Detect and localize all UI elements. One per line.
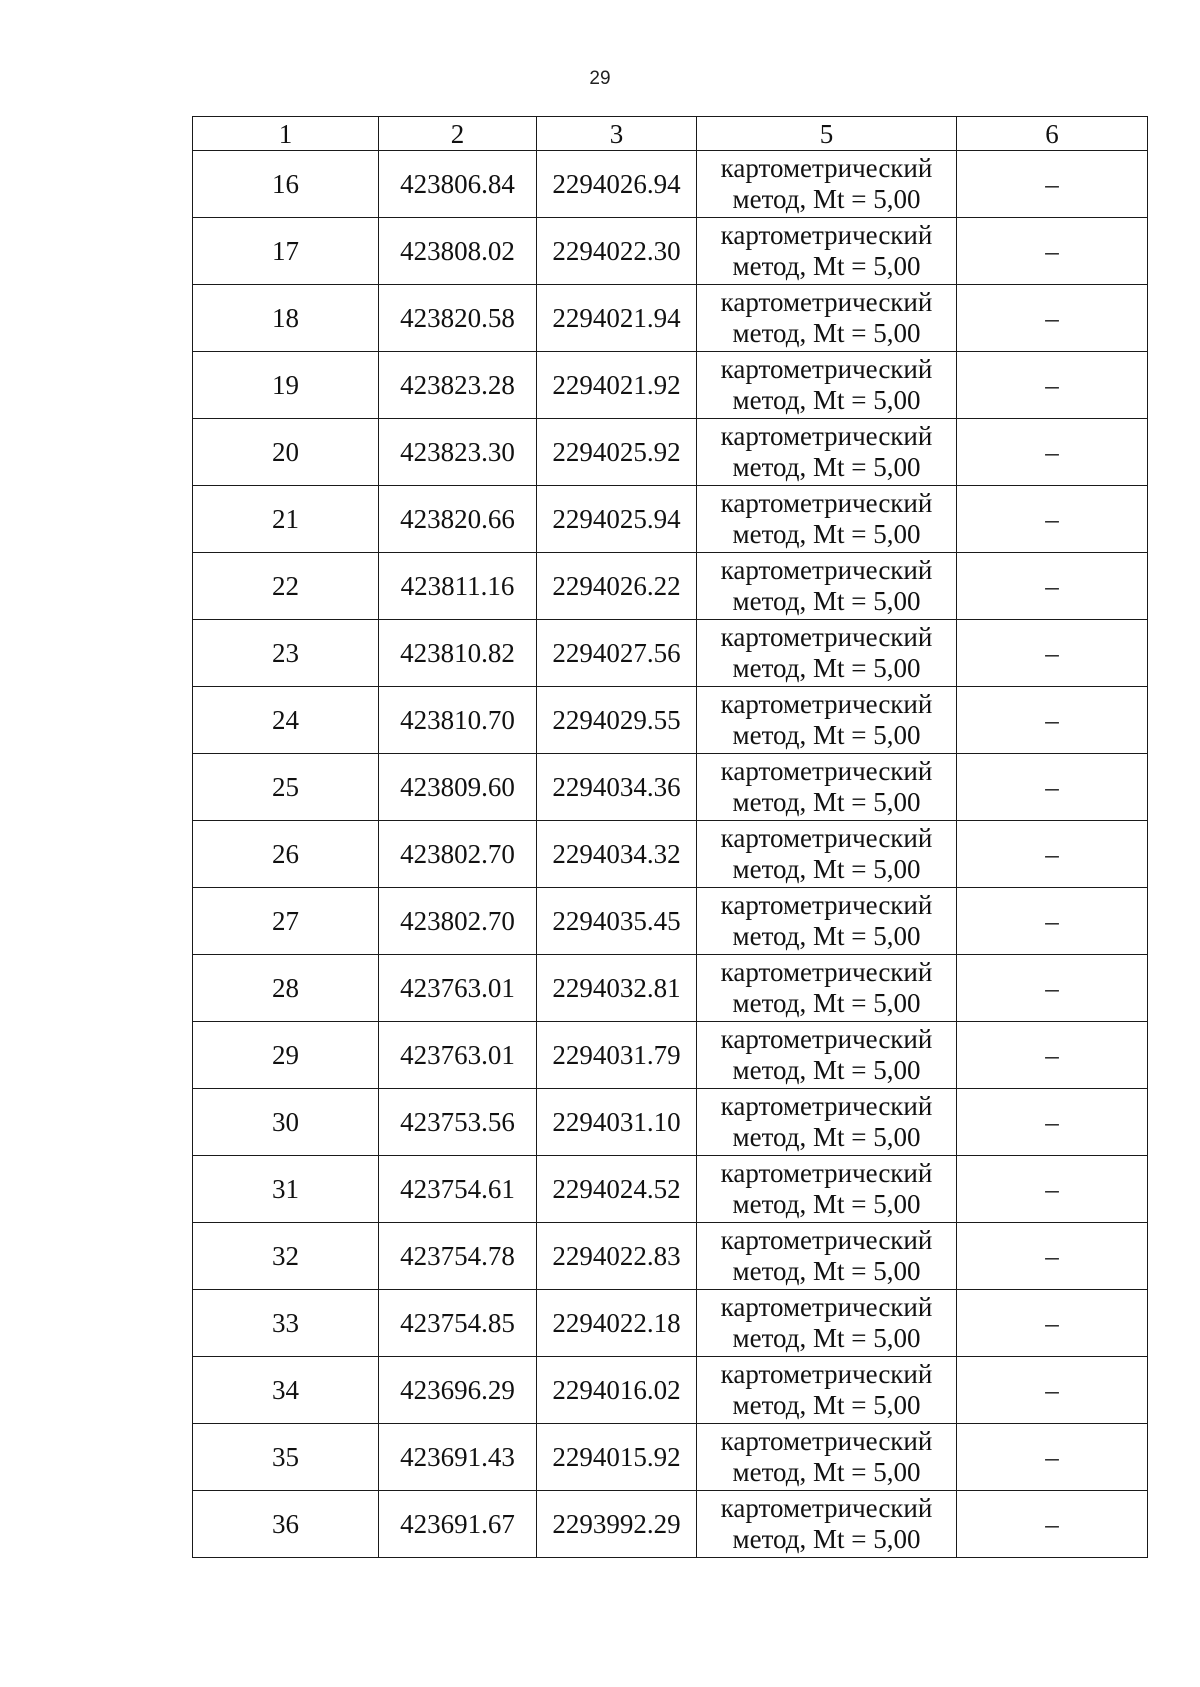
x-coordinate-cell: 423823.28: [379, 352, 537, 419]
method-line-1: картометрический: [720, 354, 933, 384]
x-coordinate-cell: 423753.56: [379, 1089, 537, 1156]
header-col-2: 2: [379, 117, 537, 151]
method-line-1: картометрический: [720, 890, 933, 920]
point-number-cell: 19: [193, 352, 379, 419]
remark-cell: –: [957, 888, 1148, 955]
x-coordinate-cell: 423754.85: [379, 1290, 537, 1357]
table-row: [193, 1089, 1148, 1156]
method-cell: [697, 352, 957, 419]
x-coordinate-cell: 423763.01: [379, 955, 537, 1022]
method-line-2: метод, Mt = 5,00: [732, 988, 921, 1018]
x-coordinate-cell: 423820.66: [379, 486, 537, 553]
y-coordinate-cell: 2294034.36: [537, 754, 697, 821]
point-number-cell: 26: [193, 821, 379, 888]
remark-cell: –: [957, 1223, 1148, 1290]
method-line-2: метод, Mt = 5,00: [732, 385, 921, 415]
table-row: [193, 151, 1148, 218]
y-coordinate-cell: 2294031.79: [537, 1022, 697, 1089]
method-line-2: метод, Mt = 5,00: [732, 1323, 921, 1353]
y-coordinate-cell: 2294024.52: [537, 1156, 697, 1223]
point-number-cell: 31: [193, 1156, 379, 1223]
method-line-2: метод, Mt = 5,00: [732, 318, 921, 348]
y-coordinate-cell: 2294026.22: [537, 553, 697, 620]
remark-cell: –: [957, 419, 1148, 486]
coordinates-table: [192, 116, 1148, 1558]
y-coordinate-cell: 2294021.92: [537, 352, 697, 419]
table-row: [193, 352, 1148, 419]
header-col-5: 5: [697, 117, 957, 151]
remark-cell: –: [957, 486, 1148, 553]
point-number-cell: 29: [193, 1022, 379, 1089]
y-coordinate-cell: 2294025.94: [537, 486, 697, 553]
x-coordinate-cell: 423810.82: [379, 620, 537, 687]
method-line-2: метод, Mt = 5,00: [732, 921, 921, 951]
point-number-cell: 35: [193, 1424, 379, 1491]
method-line-1: картометрический: [720, 957, 933, 987]
method-line-1: картометрический: [720, 421, 933, 451]
table-row: [193, 285, 1148, 352]
point-number-cell: 32: [193, 1223, 379, 1290]
y-coordinate-cell: 2294022.30: [537, 218, 697, 285]
point-number-cell: 34: [193, 1357, 379, 1424]
table-body: [193, 151, 1148, 1558]
remark-cell: –: [957, 1156, 1148, 1223]
y-coordinate-cell: 2294032.81: [537, 955, 697, 1022]
table-row: [193, 486, 1148, 553]
method-line-1: картометрический: [720, 823, 933, 853]
x-coordinate-cell: 423809.60: [379, 754, 537, 821]
y-coordinate-cell: 2293992.29: [537, 1491, 697, 1558]
method-cell: [697, 888, 957, 955]
method-line-1: картометрический: [720, 622, 933, 652]
point-number-cell: 24: [193, 687, 379, 754]
method-line-1: картометрический: [720, 1493, 933, 1523]
remark-cell: –: [957, 687, 1148, 754]
method-line-1: картометрический: [720, 153, 933, 183]
y-coordinate-cell: 2294021.94: [537, 285, 697, 352]
x-coordinate-cell: 423808.02: [379, 218, 537, 285]
method-line-2: метод, Mt = 5,00: [732, 1055, 921, 1085]
method-line-2: метод, Mt = 5,00: [732, 519, 921, 549]
page-number: 29: [589, 68, 611, 89]
point-number-cell: 25: [193, 754, 379, 821]
method-cell: [697, 754, 957, 821]
y-coordinate-cell: 2294031.10: [537, 1089, 697, 1156]
remark-cell: –: [957, 821, 1148, 888]
header-col-3: 3: [537, 117, 697, 151]
point-number-cell: 18: [193, 285, 379, 352]
method-line-1: картометрический: [720, 756, 933, 786]
remark-cell: –: [957, 218, 1148, 285]
point-number-cell: 20: [193, 419, 379, 486]
method-line-2: метод, Mt = 5,00: [732, 1457, 921, 1487]
x-coordinate-cell: 423820.58: [379, 285, 537, 352]
method-line-2: метод, Mt = 5,00: [732, 586, 921, 616]
x-coordinate-cell: 423802.70: [379, 888, 537, 955]
method-cell: [697, 553, 957, 620]
remark-cell: –: [957, 1290, 1148, 1357]
x-coordinate-cell: 423691.67: [379, 1491, 537, 1558]
method-line-2: метод, Mt = 5,00: [732, 251, 921, 281]
method-line-2: метод, Mt = 5,00: [732, 1524, 921, 1554]
remark-cell: –: [957, 1424, 1148, 1491]
table-row: [193, 955, 1148, 1022]
point-number-cell: 28: [193, 955, 379, 1022]
method-line-1: картометрический: [720, 689, 933, 719]
y-coordinate-cell: 2294016.02: [537, 1357, 697, 1424]
method-cell: [697, 1424, 957, 1491]
method-line-2: метод, Mt = 5,00: [732, 1189, 921, 1219]
x-coordinate-cell: 423823.30: [379, 419, 537, 486]
table-row: [193, 1022, 1148, 1089]
table-header: [193, 117, 1148, 151]
x-coordinate-cell: 423754.78: [379, 1223, 537, 1290]
y-coordinate-cell: 2294022.83: [537, 1223, 697, 1290]
method-cell: [697, 285, 957, 352]
method-cell: [697, 687, 957, 754]
table-row: [193, 1156, 1148, 1223]
y-coordinate-cell: 2294022.18: [537, 1290, 697, 1357]
y-coordinate-cell: 2294035.45: [537, 888, 697, 955]
method-cell: [697, 620, 957, 687]
table-row: [193, 754, 1148, 821]
x-coordinate-cell: 423754.61: [379, 1156, 537, 1223]
method-line-2: метод, Mt = 5,00: [732, 1390, 921, 1420]
table-row: [193, 821, 1148, 888]
method-line-2: метод, Mt = 5,00: [732, 1256, 921, 1286]
method-cell: [697, 486, 957, 553]
x-coordinate-cell: 423763.01: [379, 1022, 537, 1089]
method-line-1: картометрический: [720, 1426, 933, 1456]
method-cell: [697, 1357, 957, 1424]
point-number-cell: 36: [193, 1491, 379, 1558]
point-number-cell: 30: [193, 1089, 379, 1156]
table-row: [193, 1290, 1148, 1357]
remark-cell: –: [957, 955, 1148, 1022]
method-line-2: метод, Mt = 5,00: [732, 1122, 921, 1152]
method-cell: [697, 1156, 957, 1223]
method-line-1: картометрический: [720, 1158, 933, 1188]
point-number-cell: 22: [193, 553, 379, 620]
table-row: [193, 620, 1148, 687]
y-coordinate-cell: 2294025.92: [537, 419, 697, 486]
method-line-2: метод, Mt = 5,00: [732, 653, 921, 683]
method-cell: [697, 1290, 957, 1357]
table-row: [193, 1424, 1148, 1491]
method-line-2: метод, Mt = 5,00: [732, 184, 921, 214]
method-line-1: картометрический: [720, 220, 933, 250]
method-line-2: метод, Mt = 5,00: [732, 787, 921, 817]
method-cell: [697, 1022, 957, 1089]
remark-cell: –: [957, 1491, 1148, 1558]
method-cell: [697, 821, 957, 888]
method-line-1: картометрический: [720, 1292, 933, 1322]
method-cell: [697, 1491, 957, 1558]
point-number-cell: 17: [193, 218, 379, 285]
x-coordinate-cell: 423806.84: [379, 151, 537, 218]
remark-cell: –: [957, 553, 1148, 620]
method-line-1: картометрический: [720, 1091, 933, 1121]
table-row: [193, 888, 1148, 955]
remark-cell: –: [957, 1022, 1148, 1089]
method-line-1: картометрический: [720, 287, 933, 317]
method-line-2: метод, Mt = 5,00: [732, 452, 921, 482]
x-coordinate-cell: 423810.70: [379, 687, 537, 754]
x-coordinate-cell: 423691.43: [379, 1424, 537, 1491]
method-line-2: метод, Mt = 5,00: [732, 854, 921, 884]
remark-cell: –: [957, 1089, 1148, 1156]
table-row: [193, 1223, 1148, 1290]
point-number-cell: 23: [193, 620, 379, 687]
method-cell: [697, 419, 957, 486]
table-row: [193, 687, 1148, 754]
header-row: [193, 117, 1148, 151]
table-row: [193, 218, 1148, 285]
y-coordinate-cell: 2294029.55: [537, 687, 697, 754]
point-number-cell: 16: [193, 151, 379, 218]
y-coordinate-cell: 2294026.94: [537, 151, 697, 218]
remark-cell: –: [957, 151, 1148, 218]
y-coordinate-cell: 2294034.32: [537, 821, 697, 888]
remark-cell: –: [957, 620, 1148, 687]
method-cell: [697, 955, 957, 1022]
table-row: [193, 553, 1148, 620]
y-coordinate-cell: 2294015.92: [537, 1424, 697, 1491]
table-row: [193, 1357, 1148, 1424]
point-number-cell: 33: [193, 1290, 379, 1357]
method-line-1: картометрический: [720, 1024, 933, 1054]
point-number-cell: 27: [193, 888, 379, 955]
x-coordinate-cell: 423802.70: [379, 821, 537, 888]
remark-cell: –: [957, 352, 1148, 419]
table-row: [193, 419, 1148, 486]
method-line-1: картометрический: [720, 1359, 933, 1389]
header-col-6: 6: [957, 117, 1148, 151]
x-coordinate-cell: 423811.16: [379, 553, 537, 620]
header-col-1: 1: [193, 117, 379, 151]
method-cell: [697, 218, 957, 285]
remark-cell: –: [957, 285, 1148, 352]
method-cell: [697, 1223, 957, 1290]
remark-cell: –: [957, 754, 1148, 821]
method-line-1: картометрический: [720, 488, 933, 518]
method-line-1: картометрический: [720, 555, 933, 585]
point-number-cell: 21: [193, 486, 379, 553]
y-coordinate-cell: 2294027.56: [537, 620, 697, 687]
table-row: [193, 1491, 1148, 1558]
method-cell: [697, 1089, 957, 1156]
remark-cell: –: [957, 1357, 1148, 1424]
method-cell: [697, 151, 957, 218]
method-line-2: метод, Mt = 5,00: [732, 720, 921, 750]
method-line-1: картометрический: [720, 1225, 933, 1255]
x-coordinate-cell: 423696.29: [379, 1357, 537, 1424]
